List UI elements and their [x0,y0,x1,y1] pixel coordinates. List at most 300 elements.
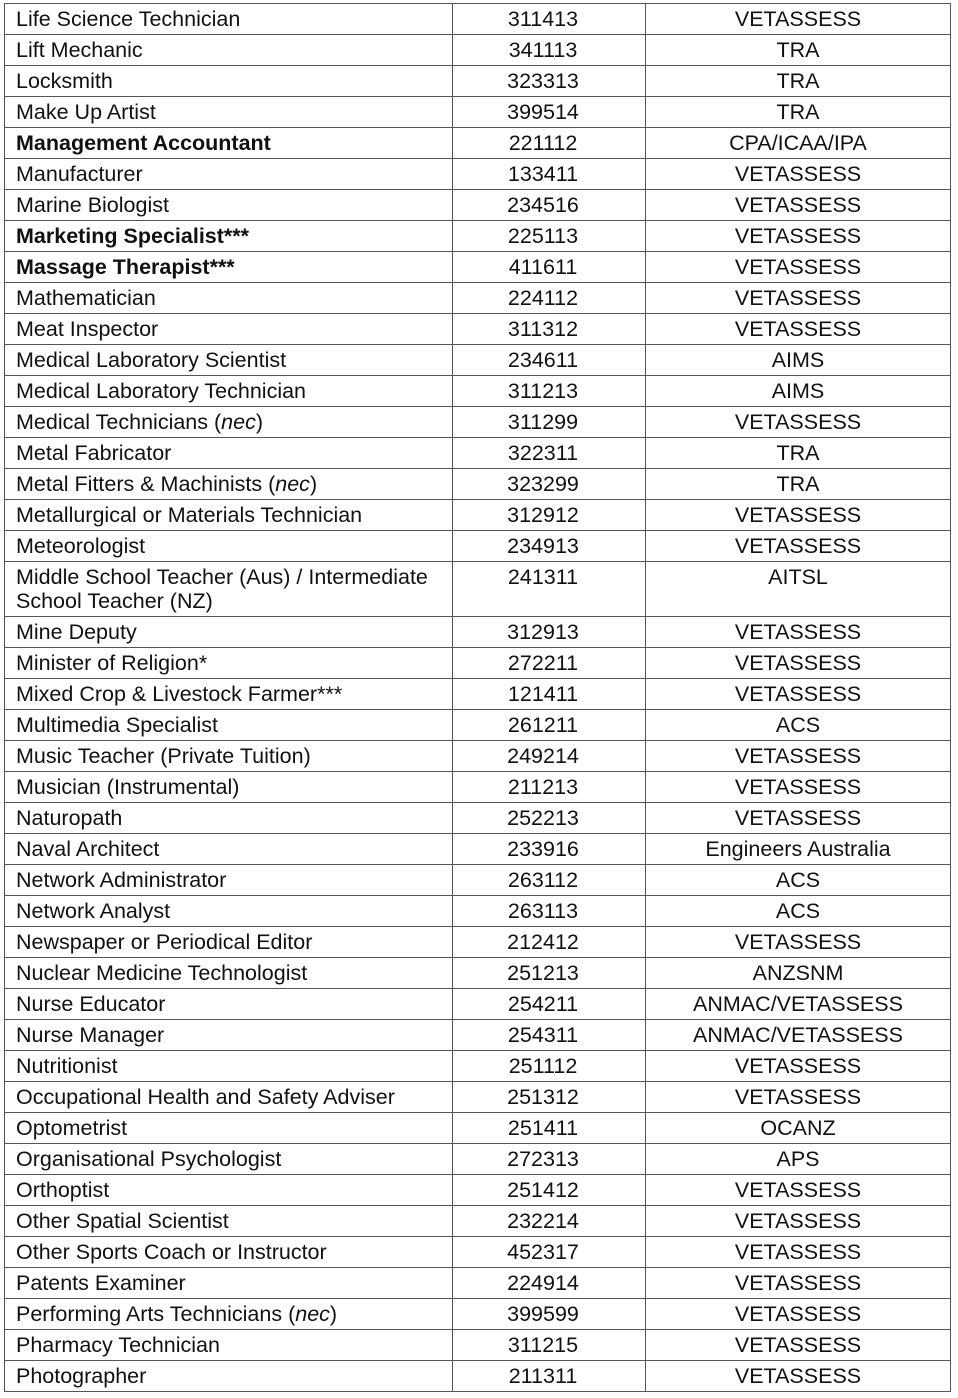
occupation-name: Organisational Psychologist [16,1147,282,1171]
assessing-authority-cell [646,1051,951,1082]
assessing-authority-cell [646,865,951,896]
occupation-cell [5,376,453,407]
assessing-authority: VETASSESS [734,1209,862,1233]
occupation-cell [5,803,453,834]
anzsco-code: 232214 [507,1209,579,1233]
table-row [5,1113,951,1144]
table-row [5,741,951,772]
occupation-cell [5,1144,453,1175]
occupation-cell [5,648,453,679]
assessing-authority-cell [646,1144,951,1175]
anzsco-code-cell [453,1175,646,1206]
occupation-name: Mine Deputy [16,620,137,644]
assessing-authority-cell [646,221,951,252]
occupation-name: Medical Laboratory Technician [16,379,307,403]
assessing-authority-cell [646,1268,951,1299]
assessing-authority-cell [646,1175,951,1206]
assessing-authority: OCANZ [760,1116,836,1140]
assessing-authority: AIMS [771,379,825,403]
assessing-authority-cell [646,1330,951,1361]
occupation-cell [5,1237,453,1268]
assessing-authority: ACS [775,868,821,892]
assessing-authority-cell [646,1237,951,1268]
occupation-name: Medical Laboratory Scientist [16,348,287,372]
anzsco-code-cell [453,128,646,159]
anzsco-code-cell [453,772,646,803]
occupation-cell [5,252,453,283]
occupation-name: Nurse Educator [16,992,166,1016]
assessing-authority: TRA [776,69,820,93]
table-row [5,66,951,97]
assessing-authority-cell [646,989,951,1020]
table-row [5,438,951,469]
anzsco-code-cell [453,679,646,710]
occupation-cell [5,1268,453,1299]
occupation-name: Meat Inspector [16,317,159,341]
anzsco-code-cell [453,741,646,772]
table-row [5,1175,951,1206]
table-row [5,1237,951,1268]
assessing-authority-cell [646,772,951,803]
anzsco-code: 224914 [507,1271,579,1295]
occupation-cell: Medical Technicians (nec) [5,407,453,438]
occupation-cell [5,159,453,190]
occupation-name: Network Administrator [16,868,227,892]
anzsco-code-cell [453,4,646,35]
assessing-authority: VETASSESS [734,1054,862,1078]
table-row [5,376,951,407]
occupation-cell [5,772,453,803]
anzsco-code-cell [453,438,646,469]
assessing-authority: VETASSESS [734,286,862,310]
anzsco-code: 311215 [507,1333,579,1357]
anzsco-code: 323313 [507,69,579,93]
assessing-authority-cell [646,438,951,469]
occupation-cell [5,66,453,97]
assessing-authority: VETASSESS [734,503,862,527]
occupation-name: Middle School Teacher (Aus) / Intermediate School Teacher (NZ) [16,565,428,613]
occupation-name: Life Science Technician [16,7,241,31]
assessing-authority: VETASSESS [734,1240,862,1264]
table-row [5,407,951,438]
table-row [5,1268,951,1299]
table-row [5,710,951,741]
occupation-name: Music Teacher (Private Tuition) [16,744,311,768]
occupation-cell [5,500,453,531]
table-row [5,865,951,896]
assessing-authority-cell [646,531,951,562]
table-row [5,97,951,128]
anzsco-code: 311213 [507,379,579,403]
anzsco-code-cell [453,97,646,128]
assessing-authority: VETASSESS [734,744,862,768]
table-row [5,221,951,252]
anzsco-code: 252213 [507,806,579,830]
assessing-authority-cell [646,4,951,35]
occupation-name: Mixed Crop & Livestock Farmer*** [16,682,343,706]
assessing-authority-cell [646,376,951,407]
assessing-authority-cell [646,1361,951,1392]
assessing-authority-cell [646,283,951,314]
anzsco-code-cell [453,469,646,500]
anzsco-code-cell [453,376,646,407]
occupation-suffix: nec [275,472,310,496]
assessing-authority-cell [646,66,951,97]
assessing-authority: ACS [775,899,821,923]
table-row [5,927,951,958]
anzsco-code: 399514 [507,100,579,124]
occupation-cell [5,958,453,989]
anzsco-code: 121411 [507,682,579,706]
occupation-cell [5,314,453,345]
occupation-cell [5,1020,453,1051]
occupation-cell [5,190,453,221]
occupation-cell [5,1361,453,1392]
anzsco-code-cell [453,1051,646,1082]
table-row [5,314,951,345]
anzsco-code-cell [453,314,646,345]
anzsco-code: 251412 [507,1178,579,1202]
table-row [5,128,951,159]
assessing-authority-cell [646,252,951,283]
table-row [5,803,951,834]
assessing-authority-cell [646,314,951,345]
assessing-authority: VETASSESS [734,410,862,434]
occupation-name: Manufacturer [16,162,143,186]
anzsco-code-cell [453,562,646,617]
assessing-authority: ANZSNM [752,961,844,985]
occupation-name: Lift Mechanic [16,38,143,62]
occupation-cell [5,128,453,159]
anzsco-code: 251312 [507,1085,579,1109]
occupation-cell [5,1206,453,1237]
occupation-cell: Performing Arts Technicians (nec) [5,1299,453,1330]
table-row [5,35,951,66]
occupation-cell [5,562,453,617]
assessing-authority: VETASSESS [734,317,862,341]
anzsco-code-cell [453,283,646,314]
assessing-authority-cell [646,896,951,927]
anzsco-code: 322311 [507,441,579,465]
occupation-name: Orthoptist [16,1178,110,1202]
table-row [5,190,951,221]
occupation-name: Musician (Instrumental) [16,775,240,799]
assessing-authority-cell [646,679,951,710]
assessing-authority-cell [646,190,951,221]
assessing-authority: VETASSESS [734,224,862,248]
assessing-authority: VETASSESS [734,1302,862,1326]
table-row [5,834,951,865]
occupation-cell [5,834,453,865]
anzsco-code: 311413 [507,7,579,31]
table-row [5,989,951,1020]
occupation-cell [5,710,453,741]
occupation-name: Nuclear Medicine Technologist [16,961,308,985]
anzsco-code: 272211 [507,651,579,675]
occupation-cell [5,438,453,469]
occupation-cell [5,345,453,376]
anzsco-code: 254311 [507,1023,579,1047]
table-row [5,958,951,989]
anzsco-code-cell [453,989,646,1020]
assessing-authority: VETASSESS [734,7,862,31]
table-row [5,1020,951,1051]
anzsco-code: 221112 [508,131,578,155]
anzsco-code-cell [453,958,646,989]
occupation-cell [5,1051,453,1082]
assessing-authority: VETASSESS [734,193,862,217]
assessing-authority: VETASSESS [734,620,862,644]
assessing-authority-cell [646,710,951,741]
assessing-authority-cell [646,617,951,648]
occupation-name: Other Spatial Scientist [16,1209,229,1233]
assessing-authority: VETASSESS [734,255,862,279]
anzsco-code-cell [453,927,646,958]
anzsco-code: 263112 [507,868,579,892]
occupation-cell [5,97,453,128]
assessing-authority: ANMAC/VETASSESS [693,992,903,1016]
anzsco-code: 311312 [507,317,579,341]
occupation-name: Occupational Health and Safety Adviser [16,1085,395,1109]
anzsco-code: 233916 [507,837,579,861]
assessing-authority: VETASSESS [734,1178,862,1202]
anzsco-code: 241311 [507,565,579,589]
occupation-cell [5,989,453,1020]
assessing-authority: VETASSESS [734,162,862,186]
anzsco-code-cell [453,1082,646,1113]
anzsco-code: 251213 [507,961,579,985]
table-row [5,283,951,314]
occupation-name: Metallurgical or Materials Technician [16,503,363,527]
table-row [5,1330,951,1361]
assessing-authority-cell [646,834,951,865]
assessing-authority-cell [646,958,951,989]
occupation-name: Metal Fitters & Machinists [16,472,263,496]
anzsco-code: 311299 [507,410,579,434]
assessing-authority-cell [646,562,951,617]
occupation-name: Photographer [16,1364,147,1388]
assessing-authority: AITSL [768,565,828,589]
anzsco-code: 251112 [508,1054,578,1078]
anzsco-code: 341113 [508,38,578,62]
anzsco-code-cell [453,1113,646,1144]
assessing-authority-cell [646,741,951,772]
occupation-cell [5,1082,453,1113]
assessing-authority-cell [646,128,951,159]
anzsco-code: 225113 [507,224,579,248]
table-row [5,1299,951,1330]
assessing-authority: VETASSESS [734,1271,862,1295]
anzsco-code-cell [453,35,646,66]
anzsco-code-cell [453,1237,646,1268]
anzsco-code-cell [453,1144,646,1175]
table-row [5,1082,951,1113]
assessing-authority-cell [646,159,951,190]
assessing-authority-cell [646,1082,951,1113]
assessing-authority: AIMS [771,348,825,372]
occupation-name: Nurse Manager [16,1023,165,1047]
occupation-cell [5,35,453,66]
assessing-authority: VETASSESS [734,1333,862,1357]
anzsco-code: 261211 [507,713,579,737]
anzsco-code-cell [453,803,646,834]
assessing-authority: CPA/ICAA/IPA [729,131,867,155]
assessing-authority: APS [776,1147,820,1171]
occupation-name: Metal Fabricator [16,441,172,465]
assessing-authority-cell [646,927,951,958]
occupation-name: Minister of Religion* [16,651,208,675]
table-row [5,1051,951,1082]
occupation-cell [5,1175,453,1206]
assessing-authority: VETASSESS [734,682,862,706]
anzsco-code-cell [453,1299,646,1330]
anzsco-code-cell [453,190,646,221]
occupation-table-body [5,4,951,1392]
occupation-cell [5,896,453,927]
table-row [5,4,951,35]
occupation-name: Performing Arts Technicians [16,1302,283,1326]
anzsco-code: 263113 [507,899,579,923]
occupation-cell [5,679,453,710]
occupation-cell [5,221,453,252]
table-row [5,679,951,710]
table-row [5,896,951,927]
assessing-authority: Engineers Australia [705,837,891,861]
assessing-authority-cell [646,345,951,376]
occupation-name: Medical Technicians [16,410,209,434]
occupation-cell: Metal Fitters & Machinists (nec) [5,469,453,500]
anzsco-code: 249214 [507,744,579,768]
anzsco-code-cell [453,500,646,531]
occupation-name: Multimedia Specialist [16,713,218,737]
assessing-authority: ACS [775,713,821,737]
table-row [5,531,951,562]
occupation-name: Marketing Specialist*** [16,224,250,248]
anzsco-code: 224112 [507,286,579,310]
assessing-authority: VETASSESS [734,930,862,954]
anzsco-code: 133411 [507,162,579,186]
occupation-cell [5,4,453,35]
assessing-authority-cell [646,648,951,679]
anzsco-code-cell [453,66,646,97]
anzsco-code-cell [453,896,646,927]
occupation-name: Pharmacy Technician [16,1333,220,1357]
anzsco-code: 323299 [507,472,579,496]
anzsco-code: 452317 [507,1240,579,1264]
assessing-authority: VETASSESS [734,1085,862,1109]
assessing-authority: TRA [776,441,820,465]
occupation-cell [5,1113,453,1144]
table-row [5,772,951,803]
assessing-authority-cell [646,1206,951,1237]
occupation-suffix: nec [295,1302,330,1326]
anzsco-code: 399599 [507,1302,579,1326]
assessing-authority: TRA [776,472,820,496]
anzsco-code: 234516 [507,193,579,217]
assessing-authority: VETASSESS [734,534,862,558]
anzsco-code-cell [453,1330,646,1361]
anzsco-code-cell [453,531,646,562]
occupation-cell [5,927,453,958]
anzsco-code: 411611 [508,255,578,279]
occupation-name: Marine Biologist [16,193,169,217]
table-row [5,252,951,283]
occupation-name: Naturopath [16,806,123,830]
assessing-authority: TRA [776,100,820,124]
occupation-name: Optometrist [16,1116,128,1140]
occupation-name: Patents Examiner [16,1271,186,1295]
table-row [5,1206,951,1237]
anzsco-code: 312913 [507,620,579,644]
assessing-authority: TRA [776,38,820,62]
occupation-suffix: nec [221,410,256,434]
assessing-authority-cell [646,469,951,500]
occupation-cell [5,283,453,314]
anzsco-code-cell [453,865,646,896]
anzsco-code: 212412 [507,930,579,954]
occupation-name: Network Analyst [16,899,171,923]
table-row [5,469,951,500]
anzsco-code: 251411 [507,1116,579,1140]
occupation-name: Nutritionist [16,1054,118,1078]
occupation-name: Mathematician [16,286,156,310]
assessing-authority-cell [646,1020,951,1051]
anzsco-code-cell [453,159,646,190]
table-row [5,159,951,190]
table-row [5,562,951,617]
anzsco-code-cell [453,834,646,865]
anzsco-code: 272313 [507,1147,579,1171]
occupation-name: Locksmith [16,69,113,93]
assessing-authority-cell [646,1113,951,1144]
anzsco-code-cell [453,1361,646,1392]
table-row [5,1144,951,1175]
assessing-authority: VETASSESS [734,651,862,675]
anzsco-code-cell [453,710,646,741]
occupation-name: Management Accountant [16,131,271,155]
occupation-name: Other Sports Coach or Instructor [16,1240,327,1264]
occupation-cell [5,865,453,896]
table-row [5,648,951,679]
assessing-authority-cell [646,803,951,834]
anzsco-code: 254211 [507,992,579,1016]
assessing-authority-cell [646,1299,951,1330]
anzsco-code-cell [453,617,646,648]
assessing-authority: VETASSESS [734,775,862,799]
assessing-authority: VETASSESS [734,1364,862,1388]
assessing-authority-cell [646,97,951,128]
table-row [5,1361,951,1392]
occupation-name: Meteorologist [16,534,146,558]
anzsco-code: 211213 [507,775,579,799]
anzsco-code: 234913 [507,534,579,558]
anzsco-code-cell [453,252,646,283]
occupation-cell [5,531,453,562]
occupation-cell [5,741,453,772]
anzsco-code: 312912 [507,503,579,527]
anzsco-code-cell [453,407,646,438]
assessing-authority-cell [646,500,951,531]
anzsco-code: 211311 [508,1364,578,1388]
occupation-cell [5,617,453,648]
assessing-authority-cell [646,35,951,66]
assessing-authority: VETASSESS [734,806,862,830]
table-row [5,500,951,531]
occupation-name: Newspaper or Periodical Editor [16,930,313,954]
occupation-name: Naval Architect [16,837,160,861]
anzsco-code: 234611 [507,348,579,372]
anzsco-code-cell [453,221,646,252]
